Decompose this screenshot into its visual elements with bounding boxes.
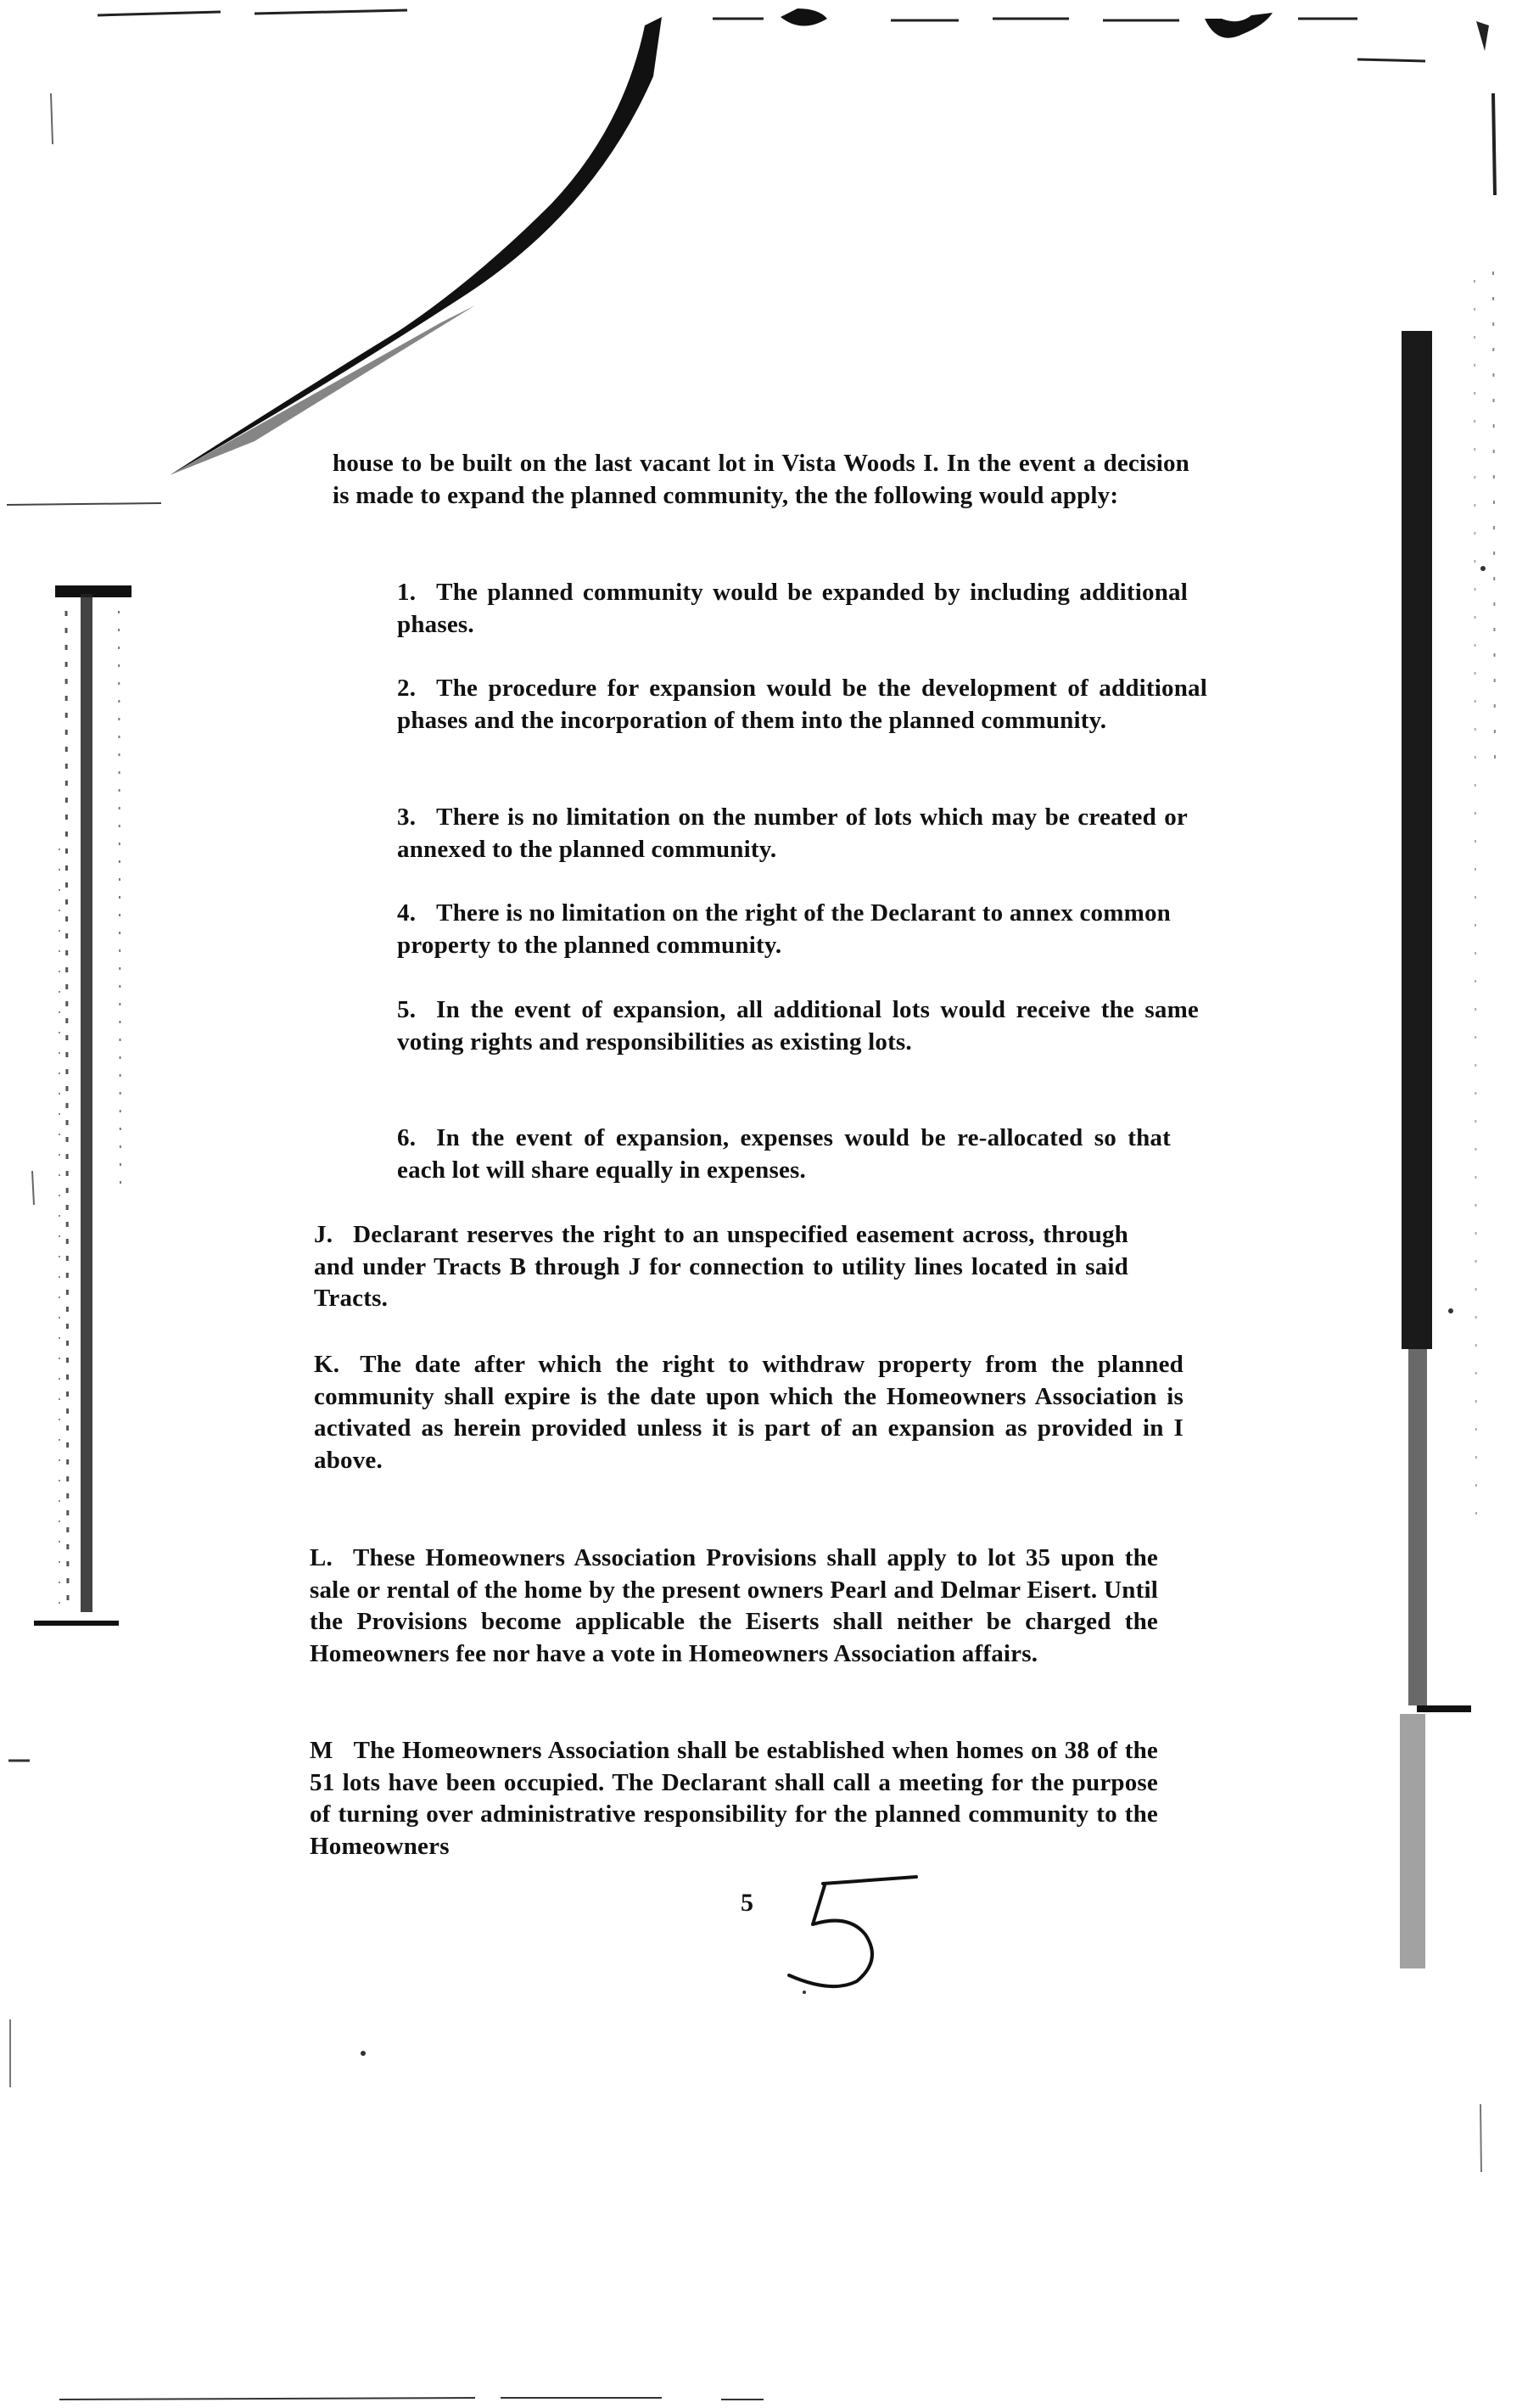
item-number: 2.: [397, 675, 417, 702]
item-text: There is no limitation on the right of the Declarant to annex common property to the planned community.: [397, 899, 1171, 959]
item-text: There is no limitation on the number of lots which may be created or annexed to the planned community.: [397, 804, 1188, 863]
section-text: The date after which the right to withdraw property from the planned community shall expire is the date upon which the Homeowners Association is activated as herein provided unless it is part of an expansion as provided in I above.: [314, 1351, 1184, 1474]
list-item: [397, 802, 1188, 865]
section-l: [310, 1543, 1158, 1670]
item-number: 5.: [397, 996, 417, 1023]
list-item: [397, 673, 1207, 736]
section-label: J.: [314, 1221, 333, 1248]
list-item: [397, 1123, 1171, 1186]
item-number: 6.: [397, 1124, 417, 1151]
intro-paragraph: [333, 448, 1189, 512]
item-text: In the event of expansion, all additional lots would receive the same voting rights and responsibilities as existing lots.: [397, 996, 1199, 1056]
list-item: [397, 898, 1171, 961]
intro-text: house to be built on the last vacant lot in Vista Woods I. In the event a decision is made to expand the planned community, the the following would apply:: [333, 450, 1189, 509]
section-text: These Homeowners Association Provisions shall apply to lot 35 upon the sale or rental of the home by the present owners Pearl and Delmar Eisert. Until the Provisions become applicable the Eiserts shall neither be charged the Homeowners fee nor have a vote in Homeowners Association affairs.: [310, 1544, 1158, 1667]
section-k: [314, 1349, 1184, 1476]
handwritten-page-number: [772, 1867, 925, 2002]
item-text: The procedure for expansion would be the development of additional phases and the incorporation of them into the planned community.: [397, 675, 1207, 734]
item-text: The planned community would be expanded by including additional phases.: [397, 579, 1188, 638]
item-number: 1.: [397, 579, 417, 606]
item-number: 3.: [397, 804, 417, 831]
item-number: 4.: [397, 899, 417, 927]
list-item: [397, 577, 1188, 641]
section-label: L.: [310, 1544, 333, 1571]
page-number: 5: [741, 1889, 753, 1917]
section-text: Declarant reserves the right to an unspecified easement across, through and under Tracts B through J for connection to utility lines located in said Tracts.: [314, 1221, 1128, 1312]
section-m: [310, 1735, 1158, 1862]
section-label: M: [310, 1737, 333, 1764]
list-item: [397, 994, 1199, 1058]
section-j: [314, 1219, 1128, 1315]
section-text: The Homeowners Association shall be established when homes on 38 of the 51 lots have been occupied. The Declarant shall call a meeting for the purpose of turning over administrative responsibility for the planned community to the Homeowners: [310, 1737, 1158, 1860]
item-text: In the event of expansion, expenses would be re-allocated so that each lot will share equally in expenses.: [397, 1124, 1171, 1184]
section-label: K.: [314, 1351, 340, 1378]
